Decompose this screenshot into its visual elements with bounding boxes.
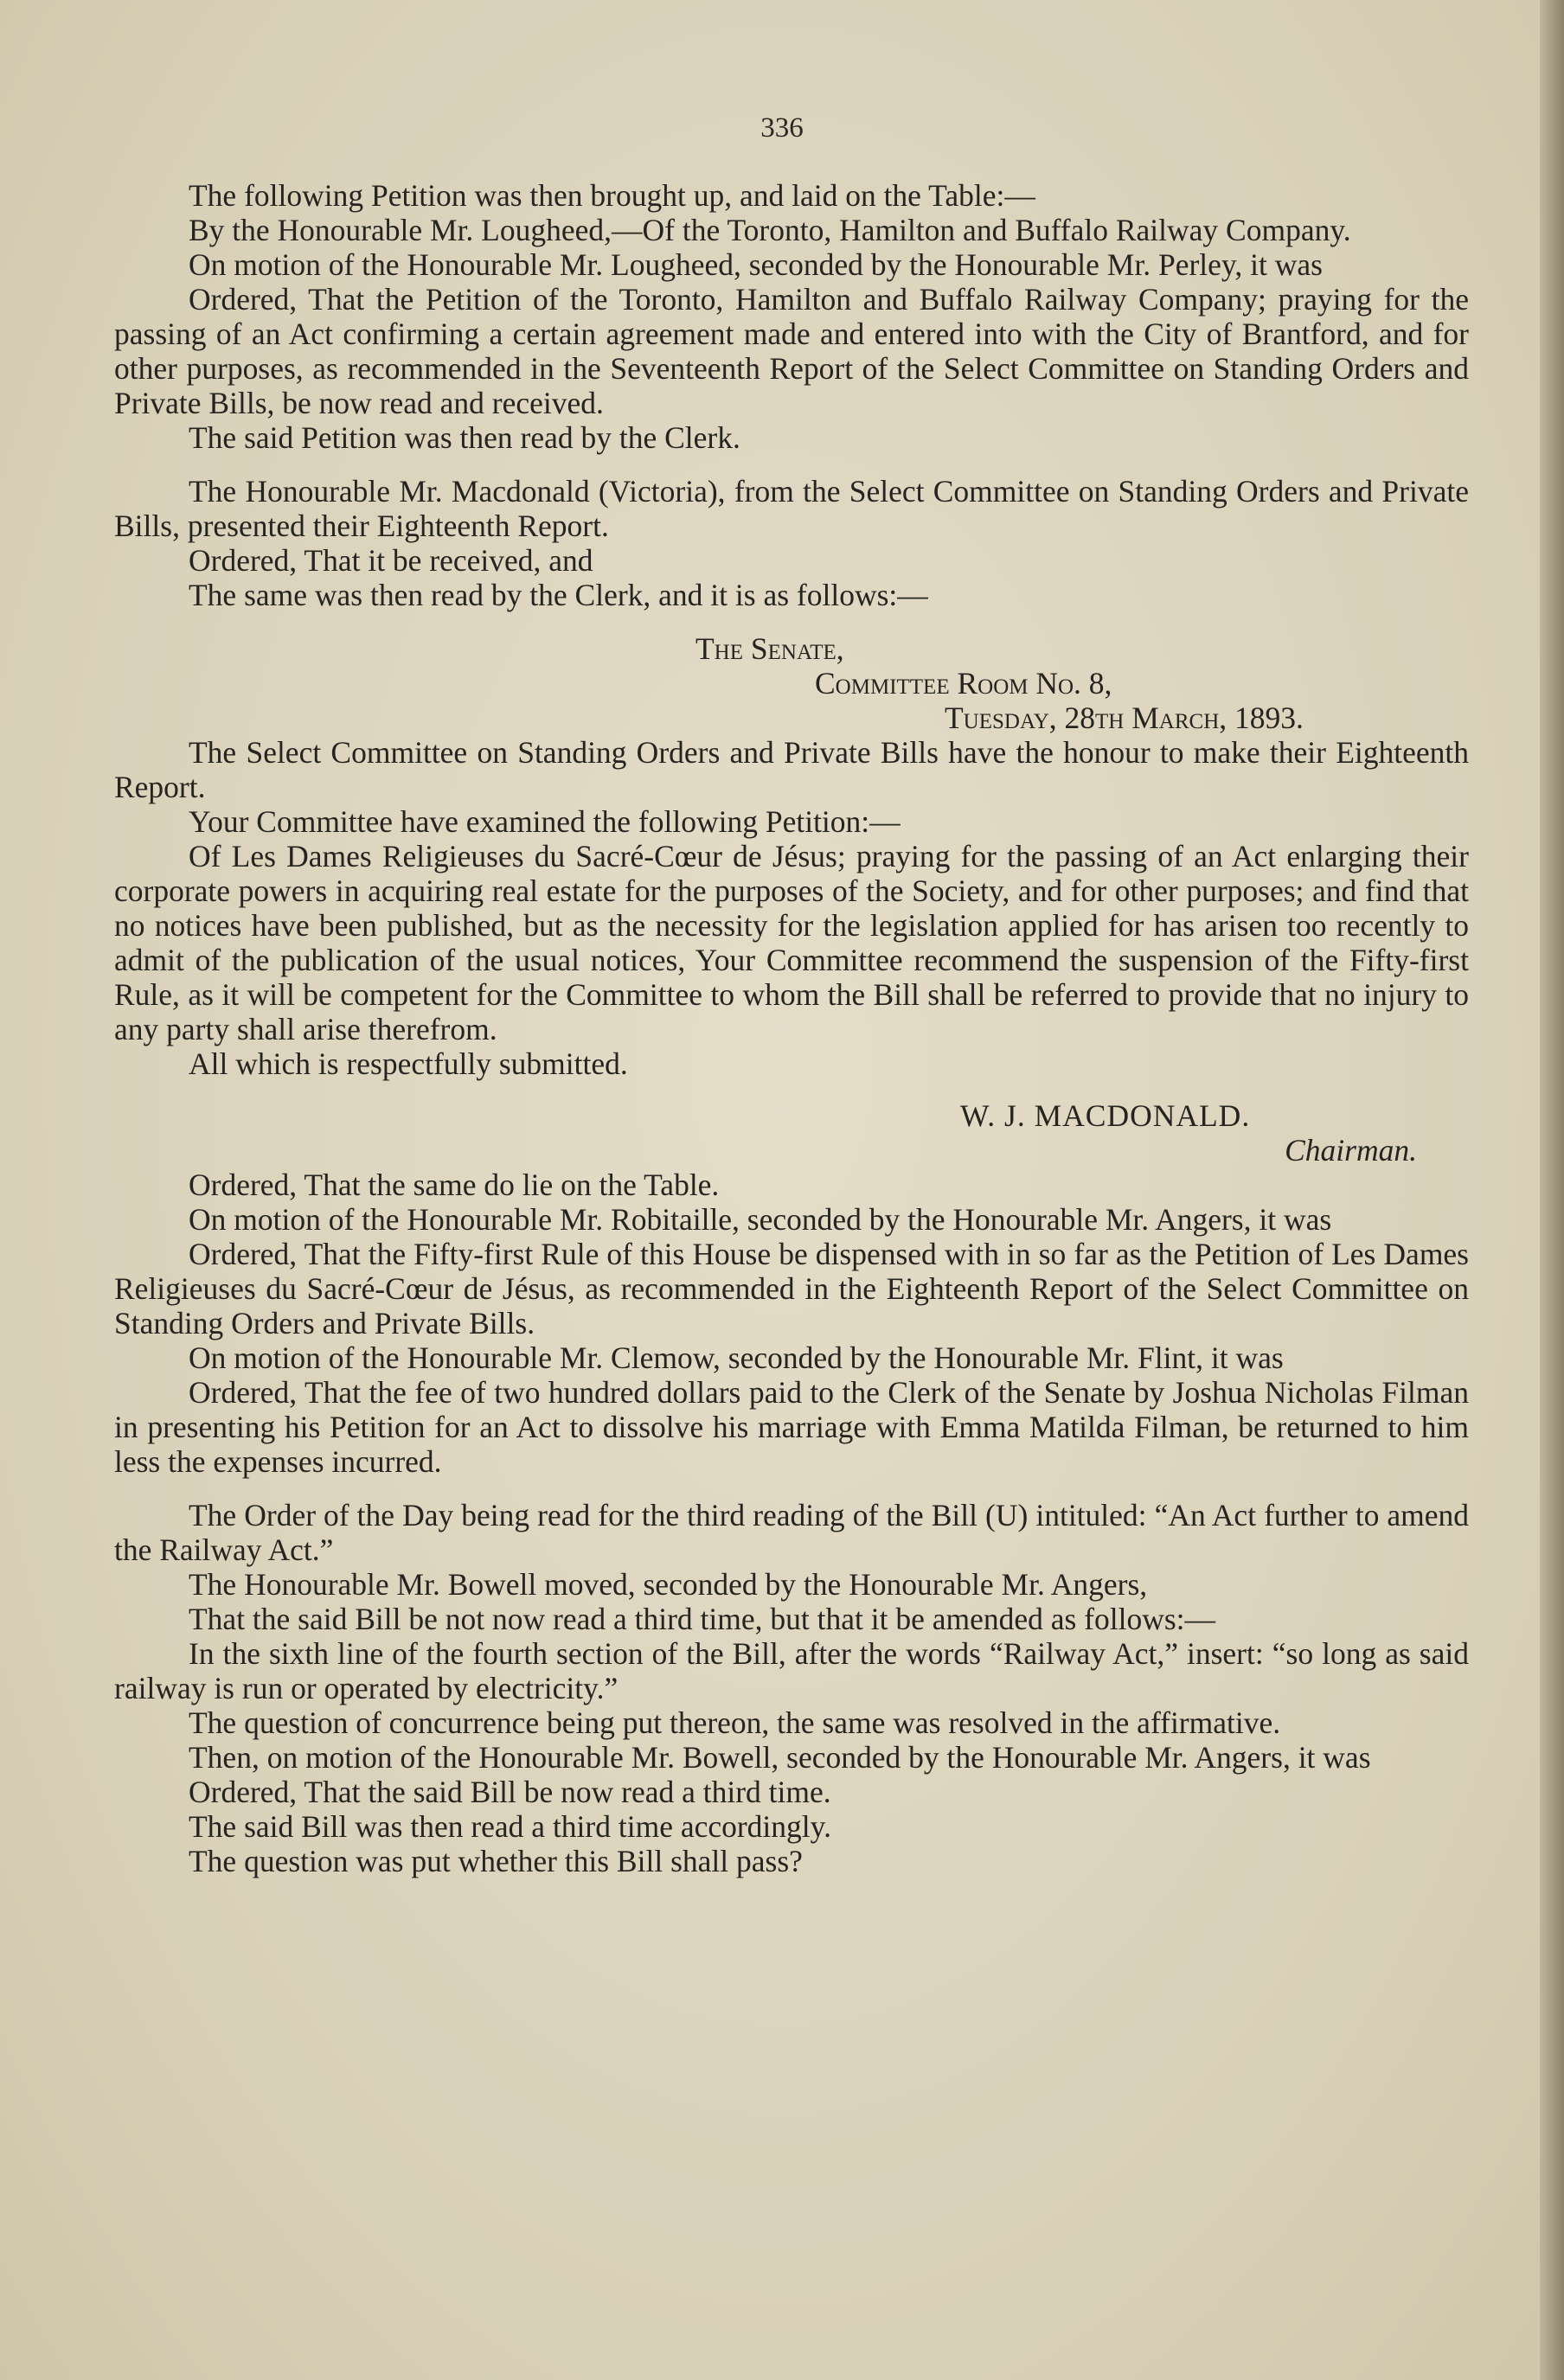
paragraph: The Honourable Mr. Bowell moved, seconded by the Honourable Mr. Angers, — [189, 1567, 1148, 1602]
report-heading-date: Tuesday, 28th March, 1893. — [945, 701, 1304, 735]
report-heading-room: Committee Room No. 8, — [815, 666, 1112, 701]
paragraph: The question of concurrence being put thereon, the same was resolved in the affirmative. — [189, 1705, 1281, 1740]
paragraph: Ordered, That the Petition of the Toronto, Hamilton and Buffalo Railway Company; praying for the passing of an Act confirming a certain agreement made and entered into with the City of Brantford, and for other purposes, as recommended in the Seventeenth Report of the Select Committee on Standing Orders and Private Bills, be now read and received. — [114, 282, 1469, 420]
paragraph: On motion of the Honourable Mr. Robitaille, seconded by the Honourable Mr. Angers, it was — [189, 1202, 1332, 1237]
report-heading-senate: The Senate, — [695, 631, 844, 666]
paragraph: The Order of the Day being read for the third reading of the Bill (U) intituled: “An Act further to amend the Railway Act.” — [114, 1498, 1469, 1567]
report-paragraph: Your Committee have examined the following Petition:— — [189, 804, 901, 839]
paragraph: By the Honourable Mr. Lougheed,—Of the Toronto, Hamilton and Buffalo Railway Company. — [189, 213, 1351, 247]
paragraph: The said Bill was then read a third time accordingly. — [189, 1809, 831, 1844]
paragraph: Ordered, That the Fifty-first Rule of this House be dispensed with in so far as the Petition of Les Dames Religieuses du Sacré-Cœur de Jésus, as recommended in the Eighteenth Report of the Select Committee on Standing Orders and Private Bills. — [114, 1237, 1469, 1340]
signature-title: Chairman. — [1285, 1133, 1417, 1168]
paragraph: That the said Bill be not now read a third time, but that it be amended as follows:— — [189, 1602, 1216, 1636]
report-paragraph: The Select Committee on Standing Orders and Private Bills have the honour to make their Eighteenth Report. — [114, 735, 1469, 804]
page-number: 336 — [760, 112, 804, 144]
paragraph: Then, on motion of the Honourable Mr. Bowell, seconded by the Honourable Mr. Angers, it was — [189, 1740, 1371, 1775]
paragraph: The same was then read by the Clerk, and it is as follows:— — [189, 578, 928, 612]
paragraph: The question was put whether this Bill shall pass? — [189, 1844, 803, 1878]
paragraph: Ordered, That the said Bill be now read a third time. — [189, 1775, 831, 1809]
page-body — [114, 178, 1469, 1878]
paragraph: Ordered, That the fee of two hundred dollars paid to the Clerk of the Senate by Joshua Nicholas Filman in presenting his Petition for an Act to dissolve his marriage with Emma Matilda Filman, be returned to him less the expenses incurred. — [114, 1375, 1469, 1479]
report-paragraph: Of Les Dames Religieuses du Sacré-Cœur de Jésus; praying for the passing of an Act enlarging their corporate powers in acquiring real estate for the purposes of the Society, and for other purposes; and find that no notices have been published, but as the necessity for the legislation applied for has arisen too recently to admit of the publication of the usual notices, Your Committee recommend the suspension of the Fifty-first Rule, as it will be competent for the Committee to whom the Bill shall be referred to provide that no injury to any party shall arise therefrom. — [114, 839, 1469, 1046]
paragraph: Ordered, That it be received, and — [189, 543, 593, 578]
signature-name: W. J. MACDONALD. — [960, 1098, 1251, 1133]
page-edge-shadow — [1540, 0, 1564, 2380]
paragraph: On motion of the Honourable Mr. Lougheed, seconded by the Honourable Mr. Perley, it was — [189, 247, 1323, 282]
report-paragraph: All which is respectfully submitted. — [189, 1046, 628, 1081]
paragraph: The Honourable Mr. Macdonald (Victoria), from the Select Committee on Standing Orders and Private Bills, presented their Eighteenth Report. — [114, 474, 1469, 543]
paragraph: The said Petition was then read by the Clerk. — [189, 420, 740, 455]
paragraph: On motion of the Honourable Mr. Clemow, seconded by the Honourable Mr. Flint, it was — [189, 1340, 1284, 1375]
paragraph: In the sixth line of the fourth section of the Bill, after the words “Railway Act,” insert: “so long as said railway is run or operated by electricity.” — [114, 1636, 1469, 1705]
paragraph: Ordered, That the same do lie on the Table. — [189, 1168, 720, 1202]
paragraph: The following Petition was then brought up, and laid on the Table:— — [189, 178, 1035, 213]
